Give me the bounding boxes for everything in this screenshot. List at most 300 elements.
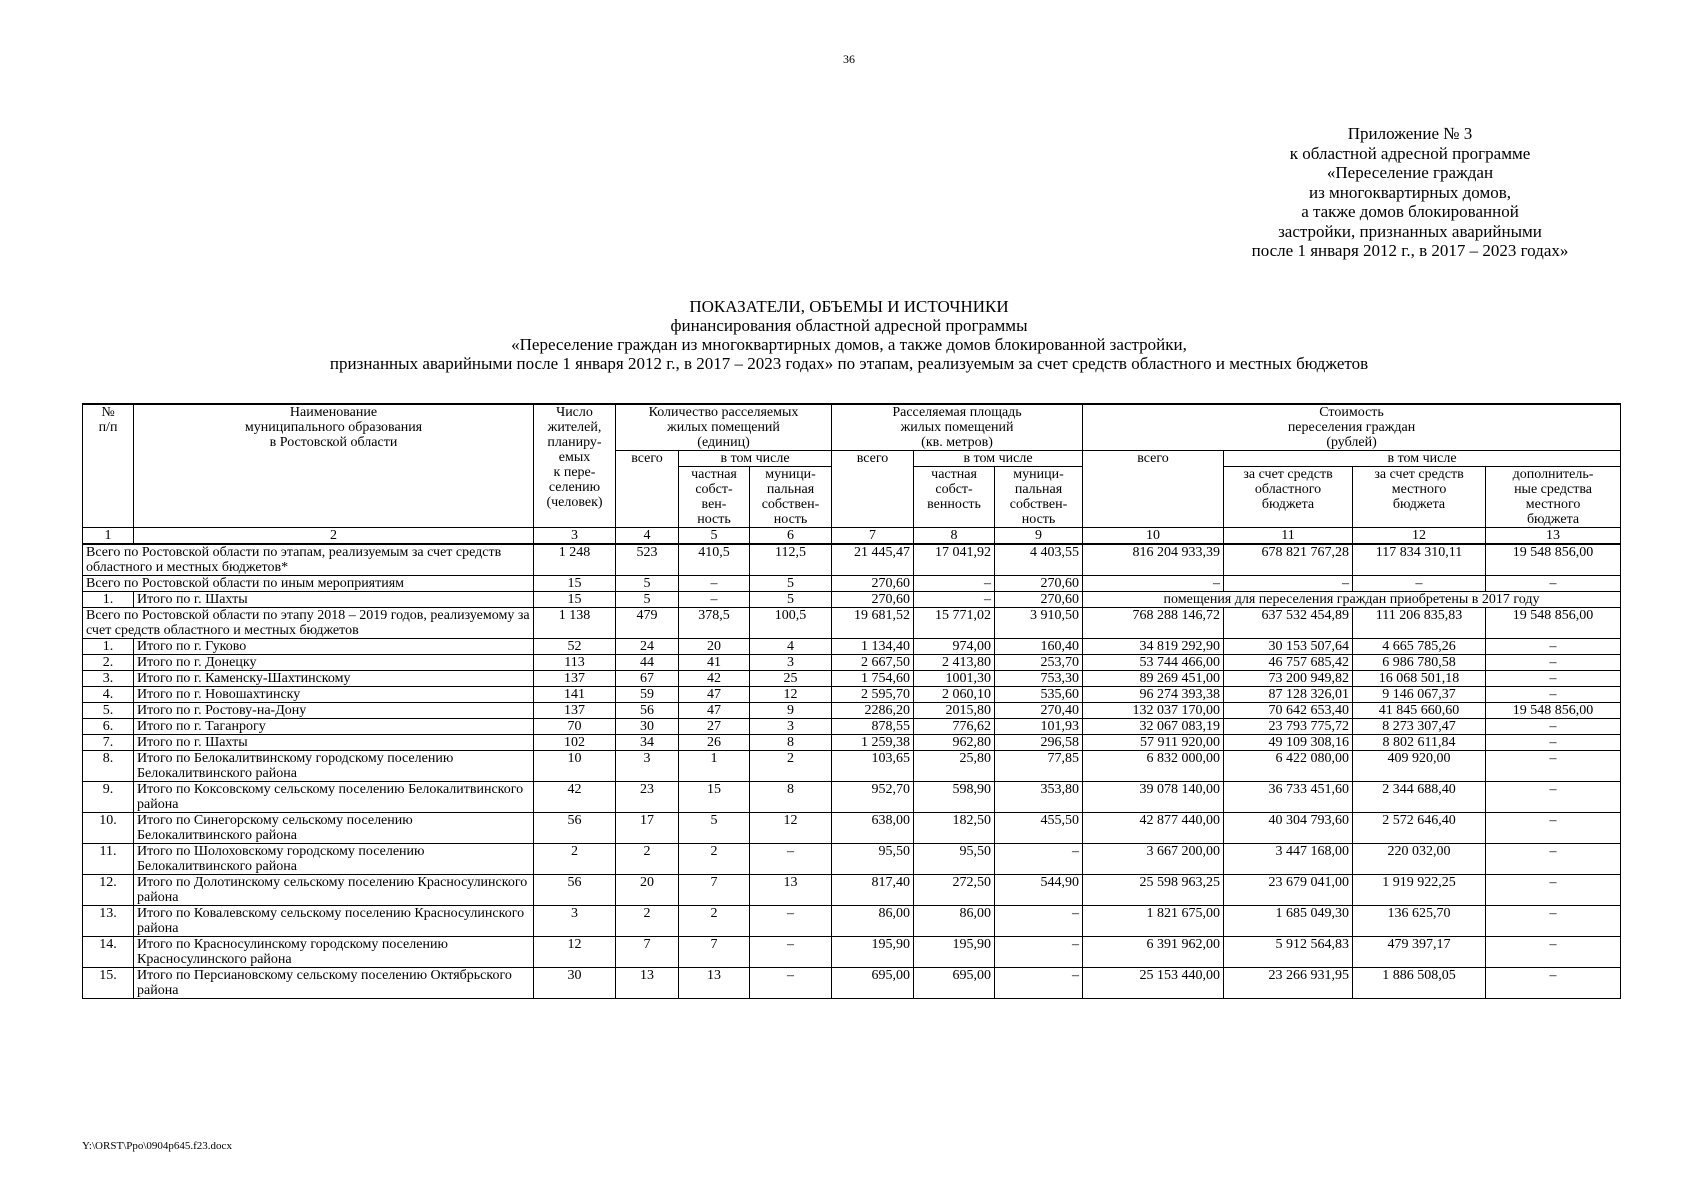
table-row (83, 639, 1621, 655)
row-value: 42 (679, 671, 750, 687)
column-number: 10 (1083, 528, 1224, 545)
row-name: Итого по г. Донецку (134, 655, 534, 671)
row-value: 8 273 307,47 (1353, 719, 1486, 735)
row-value: 103,65 (832, 751, 914, 782)
row-value: 2 (616, 844, 679, 875)
header-units-municipal: муници- пальная собствен- ность (750, 467, 832, 528)
header-area-municipal: муници- пальная собствен- ность (995, 467, 1083, 528)
row-value: 5 912 564,83 (1224, 937, 1353, 968)
column-number: 6 (750, 528, 832, 545)
row-value: 2 (679, 844, 750, 875)
row-value: 2 667,50 (832, 655, 914, 671)
appendix-header (1180, 124, 1640, 261)
header-cost-local: за счет средств местного бюджета (1353, 467, 1486, 528)
row-value: 638,00 (832, 813, 914, 844)
table-row (83, 937, 1621, 968)
row-value: 25 598 963,25 (1083, 875, 1224, 906)
row-value: 695,00 (832, 968, 914, 999)
row-number: 14. (83, 937, 134, 968)
row-value: 30 (616, 719, 679, 735)
row-value: 2 595,70 (832, 687, 914, 703)
row-value: 70 (534, 719, 616, 735)
row-value: 1 248 (534, 544, 616, 576)
row-value: 15 (679, 782, 750, 813)
row-value: 6 832 000,00 (1083, 751, 1224, 782)
financing-table (82, 403, 1621, 999)
column-number: 12 (1353, 528, 1486, 545)
row-value: – (1486, 639, 1621, 655)
row-value: 57 911 920,00 (1083, 735, 1224, 751)
row-value: 113 (534, 655, 616, 671)
row-value: 5 (616, 576, 679, 592)
header-cost-incl: в том числе (1224, 451, 1621, 467)
row-value: – (995, 937, 1083, 968)
row-value: 47 (679, 687, 750, 703)
row-value: 878,55 (832, 719, 914, 735)
header-num: № п/п (83, 404, 134, 528)
row-value: 47 (679, 703, 750, 719)
row-value: 16 068 501,18 (1353, 671, 1486, 687)
row-value: 23 679 041,00 (1224, 875, 1353, 906)
row-value: 87 128 326,01 (1224, 687, 1353, 703)
row-value: 195,90 (832, 937, 914, 968)
row-value: 15 771,02 (914, 608, 995, 639)
row-value: 96 274 393,38 (1083, 687, 1224, 703)
row-value: 952,70 (832, 782, 914, 813)
row-value: – (995, 968, 1083, 999)
row-value: 962,80 (914, 735, 995, 751)
appendix-line: к областной адресной программе (1289, 143, 1531, 163)
row-value: 816 204 933,39 (1083, 544, 1224, 576)
row-value: 53 744 466,00 (1083, 655, 1224, 671)
row-name: Итого по г. Каменску-Шахтинскому (134, 671, 534, 687)
header-residents: Число жителей, планиру- емых к пере- селению (человек) (534, 404, 616, 528)
appendix-line: Приложение № 3 (1347, 124, 1473, 143)
row-value: 23 793 775,72 (1224, 719, 1353, 735)
row-value: 1 919 922,25 (1353, 875, 1486, 906)
row-value: 1 (679, 751, 750, 782)
row-value: 42 (534, 782, 616, 813)
row-value: 46 757 685,42 (1224, 655, 1353, 671)
row-value: – (1486, 968, 1621, 999)
row-value: 136 625,70 (1353, 906, 1486, 937)
row-value: – (1486, 687, 1621, 703)
row-value: – (1486, 751, 1621, 782)
row-value: 86,00 (832, 906, 914, 937)
row-value: 59 (616, 687, 679, 703)
row-value: 455,50 (995, 813, 1083, 844)
row-value: 20 (679, 639, 750, 655)
row-value: 479 397,17 (1353, 937, 1486, 968)
header-cost-extra: дополнитель- ные средства местного бюджета (1486, 467, 1621, 528)
row-value: 2 (679, 906, 750, 937)
row-value: – (679, 576, 750, 592)
row-value: 56 (534, 813, 616, 844)
column-number: 7 (832, 528, 914, 545)
row-value: 270,60 (995, 576, 1083, 592)
row-value: 1 886 508,05 (1353, 968, 1486, 999)
row-value: 34 819 292,90 (1083, 639, 1224, 655)
row-value: 2 344 688,40 (1353, 782, 1486, 813)
row-value: 44 (616, 655, 679, 671)
row-number: 15. (83, 968, 134, 999)
header-units-private: частная собст- вен- ность (679, 467, 750, 528)
row-value: 378,5 (679, 608, 750, 639)
row-value: 12 (750, 687, 832, 703)
row-value: 95,50 (914, 844, 995, 875)
row-name: Итого по Ковалевскому сельскому поселению Красносулинского района (134, 906, 534, 937)
row-value: 67 (616, 671, 679, 687)
row-value: 1 754,60 (832, 671, 914, 687)
row-value: 1 138 (534, 608, 616, 639)
column-number: 9 (995, 528, 1083, 545)
row-value: 6 391 962,00 (1083, 937, 1224, 968)
row-number: 8. (83, 751, 134, 782)
row-value: 30 153 507,64 (1224, 639, 1353, 655)
row-value: 2 (750, 751, 832, 782)
table-row (83, 844, 1621, 875)
row-value: 132 037 170,00 (1083, 703, 1224, 719)
document-title (0, 297, 1698, 373)
row-name: Итого по Персиановскому сельскому поселению Октябрьского района (134, 968, 534, 999)
row-value: – (995, 906, 1083, 937)
row-number: 6. (83, 719, 134, 735)
row-value: 100,5 (750, 608, 832, 639)
row-value: – (1486, 844, 1621, 875)
row-value: 296,58 (995, 735, 1083, 751)
header-area-private: частная собст- венность (914, 467, 995, 528)
row-value: 112,5 (750, 544, 832, 576)
row-value: – (1083, 576, 1224, 592)
row-value: 4 403,55 (995, 544, 1083, 576)
row-name: Итого по Белокалитвинскому городскому поселению Белокалитвинского района (134, 751, 534, 782)
row-value: 41 (679, 655, 750, 671)
table-row (83, 782, 1621, 813)
header-name: Наименование муниципального образования в Ростовской области (134, 404, 534, 528)
row-name: Итого по Долотинскому сельскому поселению Красносулинского района (134, 875, 534, 906)
row-value: 56 (616, 703, 679, 719)
table-row (83, 875, 1621, 906)
appendix-line: «Переселение граждан (1326, 163, 1494, 182)
row-value: – (1486, 719, 1621, 735)
row-value: 13 (679, 968, 750, 999)
row-value: 974,00 (914, 639, 995, 655)
row-value: 36 733 451,60 (1224, 782, 1353, 813)
row-note: помещения для переселения граждан приобретены в 2017 году (1083, 592, 1621, 608)
row-value: 6 422 080,00 (1224, 751, 1353, 782)
row-name: Итого по г. Гуково (134, 639, 534, 655)
row-value: 25 (750, 671, 832, 687)
row-value: 182,50 (914, 813, 995, 844)
row-value: – (1486, 875, 1621, 906)
row-value: 678 821 767,28 (1224, 544, 1353, 576)
row-value: 3 447 168,00 (1224, 844, 1353, 875)
row-value: 49 109 308,16 (1224, 735, 1353, 751)
row-value: 21 445,47 (832, 544, 914, 576)
row-value: 52 (534, 639, 616, 655)
title-line: «Переселение граждан из многоквартирных домов, а также домов блокированной застройки, (511, 335, 1187, 354)
row-value: 4 665 785,26 (1353, 639, 1486, 655)
row-value: 544,90 (995, 875, 1083, 906)
row-value: 12 (534, 937, 616, 968)
table-row (83, 608, 1621, 639)
header-units: Количество расселяемых жилых помещений (единиц) (616, 404, 832, 451)
table-row (83, 719, 1621, 735)
row-value: 2 572 646,40 (1353, 813, 1486, 844)
table-row (83, 813, 1621, 844)
row-value: 5 (750, 576, 832, 592)
row-value: 7 (679, 875, 750, 906)
row-value: 17 (616, 813, 679, 844)
header-area: Расселяемая площадь жилых помещений (кв. метров) (832, 404, 1083, 451)
row-value: 253,70 (995, 655, 1083, 671)
row-value: 19 548 856,00 (1486, 703, 1621, 719)
row-value: 30 (534, 968, 616, 999)
row-name: Итого по г. Ростову-на-Дону (134, 703, 534, 719)
row-name: Итого по Шолоховскому городскому поселению Белокалитвинского района (134, 844, 534, 875)
row-number: 7. (83, 735, 134, 751)
row-value: 77,85 (995, 751, 1083, 782)
row-value: 353,80 (995, 782, 1083, 813)
row-value: 27 (679, 719, 750, 735)
row-value: – (1486, 576, 1621, 592)
title-line: финансирования областной адресной программы (670, 316, 1028, 335)
row-value: 23 266 931,95 (1224, 968, 1353, 999)
row-value: 137 (534, 703, 616, 719)
row-value: 409 920,00 (1353, 751, 1486, 782)
table-row (83, 655, 1621, 671)
row-value: 3 910,50 (995, 608, 1083, 639)
row-value: 5 (616, 592, 679, 608)
row-value: – (1486, 906, 1621, 937)
row-value: 41 845 660,60 (1353, 703, 1486, 719)
row-value: 86,00 (914, 906, 995, 937)
row-number: 3. (83, 671, 134, 687)
table-row (83, 906, 1621, 937)
row-value: 15 (534, 592, 616, 608)
row-value: 2015,80 (914, 703, 995, 719)
row-value: – (750, 968, 832, 999)
row-value: 2 (534, 844, 616, 875)
row-number: 10. (83, 813, 134, 844)
row-value: – (750, 937, 832, 968)
row-value: 3 (750, 655, 832, 671)
row-value: 19 681,52 (832, 608, 914, 639)
row-value: 73 200 949,82 (1224, 671, 1353, 687)
row-value: 1 685 049,30 (1224, 906, 1353, 937)
row-value: 137 (534, 671, 616, 687)
row-value: 10 (534, 751, 616, 782)
table-row (83, 751, 1621, 782)
header-area-total: всего (832, 451, 914, 528)
table-row (83, 703, 1621, 719)
row-value: 19 548 856,00 (1486, 608, 1621, 639)
row-name: Итого по г. Новошахтинску (134, 687, 534, 703)
row-value: – (914, 592, 995, 608)
row-value: 26 (679, 735, 750, 751)
row-value: 12 (750, 813, 832, 844)
row-value: 24 (616, 639, 679, 655)
column-number: 1 (83, 528, 134, 545)
row-value: 195,90 (914, 937, 995, 968)
header-units-total: всего (616, 451, 679, 528)
row-value: 753,30 (995, 671, 1083, 687)
row-value: 102 (534, 735, 616, 751)
row-value: 637 532 454,89 (1224, 608, 1353, 639)
row-number: 2. (83, 655, 134, 671)
row-value: 25 153 440,00 (1083, 968, 1224, 999)
row-value: 6 986 780,58 (1353, 655, 1486, 671)
header-units-incl: в том числе (679, 451, 832, 467)
row-value: 695,00 (914, 968, 995, 999)
row-value: 111 206 835,83 (1353, 608, 1486, 639)
row-value: 817,40 (832, 875, 914, 906)
row-value: – (995, 844, 1083, 875)
table-row (83, 735, 1621, 751)
row-value: 1001,30 (914, 671, 995, 687)
row-number: 5. (83, 703, 134, 719)
row-value: – (1224, 576, 1353, 592)
appendix-line: после 1 января 2012 г., в 2017 – 2023 годах» (1251, 241, 1569, 260)
row-number: 4. (83, 687, 134, 703)
row-value: 70 642 653,40 (1224, 703, 1353, 719)
row-name: Итого по г. Шахты (134, 592, 534, 608)
header-cost: Стоимость переселения граждан (рублей) (1083, 404, 1621, 451)
column-number: 8 (914, 528, 995, 545)
row-value: – (1486, 655, 1621, 671)
table-row (83, 671, 1621, 687)
row-value: 42 877 440,00 (1083, 813, 1224, 844)
row-name: Итого по г. Шахты (134, 735, 534, 751)
row-value: 8 (750, 782, 832, 813)
row-value: – (1486, 782, 1621, 813)
table-row (83, 576, 1621, 592)
table-body (83, 544, 1621, 999)
row-value: 3 667 200,00 (1083, 844, 1224, 875)
appendix-line: застройки, признанных аварийными (1278, 221, 1542, 241)
row-value: 270,60 (995, 592, 1083, 608)
row-value: 1 259,38 (832, 735, 914, 751)
row-value: – (1486, 671, 1621, 687)
row-value: – (914, 576, 995, 592)
row-value: 220 032,00 (1353, 844, 1486, 875)
row-value: – (750, 906, 832, 937)
row-value: – (1486, 735, 1621, 751)
row-name: Итого по Красносулинскому городскому поселению Красносулинского района (134, 937, 534, 968)
table-row (83, 687, 1621, 703)
row-value: – (679, 592, 750, 608)
row-value: 768 288 146,72 (1083, 608, 1224, 639)
row-value: 13 (616, 968, 679, 999)
row-value: 479 (616, 608, 679, 639)
row-name: Всего по Ростовской области по этапам, реализуемым за счет средств областного и местных бюджетов* (83, 544, 534, 576)
row-number: 13. (83, 906, 134, 937)
table-row (83, 968, 1621, 999)
row-value: 56 (534, 875, 616, 906)
row-value: 8 802 611,84 (1353, 735, 1486, 751)
footer-file-path: Y:\ORST\Ppo\0904p645.f23.docx (82, 1140, 232, 1152)
row-value: 4 (750, 639, 832, 655)
row-value: 270,60 (832, 592, 914, 608)
row-value: – (750, 844, 832, 875)
column-number: 13 (1486, 528, 1621, 545)
row-value: 7 (679, 937, 750, 968)
column-number: 3 (534, 528, 616, 545)
row-value: 34 (616, 735, 679, 751)
row-value: 23 (616, 782, 679, 813)
row-number: 1. (83, 639, 134, 655)
title-line: признанных аварийными после 1 января 2012 г., в 2017 – 2023 годах» по этапам, реализуемым за счет средств областного и местных бюджетов (329, 354, 1369, 373)
column-number: 2 (134, 528, 534, 545)
row-value: 1 134,40 (832, 639, 914, 655)
row-value: 117 834 310,11 (1353, 544, 1486, 576)
row-value: 2 (616, 906, 679, 937)
row-value: 95,50 (832, 844, 914, 875)
row-value: 7 (616, 937, 679, 968)
row-number: 11. (83, 844, 134, 875)
row-value: 17 041,92 (914, 544, 995, 576)
row-value: – (1486, 813, 1621, 844)
appendix-line: а также домов блокированной (1301, 202, 1519, 221)
row-value: 535,60 (995, 687, 1083, 703)
row-name: Итого по г. Таганрогу (134, 719, 534, 735)
row-name: Итого по Коксовскому сельскому поселению Белокалитвинского района (134, 782, 534, 813)
row-value: 40 304 793,60 (1224, 813, 1353, 844)
title-line: ПОКАЗАТЕЛИ, ОБЪЕМЫ И ИСТОЧНИКИ (689, 297, 1009, 316)
header-area-incl: в том числе (914, 451, 1083, 467)
header-cost-regional: за счет средств областного бюджета (1224, 467, 1353, 528)
row-value: 25,80 (914, 751, 995, 782)
row-value: 776,62 (914, 719, 995, 735)
row-value: 270,60 (832, 576, 914, 592)
column-number: 11 (1224, 528, 1353, 545)
row-value: 20 (616, 875, 679, 906)
column-number: 5 (679, 528, 750, 545)
row-value: 3 (616, 751, 679, 782)
row-value: 5 (750, 592, 832, 608)
table-row (83, 544, 1621, 576)
appendix-line: из многоквартирных домов, (1308, 182, 1511, 202)
row-value: 39 078 140,00 (1083, 782, 1224, 813)
row-value: 1 821 675,00 (1083, 906, 1224, 937)
row-value: 19 548 856,00 (1486, 544, 1621, 576)
column-numbers-row (83, 528, 1621, 545)
row-value: 523 (616, 544, 679, 576)
row-value: 410,5 (679, 544, 750, 576)
row-value: – (1486, 937, 1621, 968)
row-value: 3 (534, 906, 616, 937)
row-value: 9 (750, 703, 832, 719)
row-value: 141 (534, 687, 616, 703)
page-number: 36 (843, 52, 855, 66)
row-value: 270,40 (995, 703, 1083, 719)
row-value: 13 (750, 875, 832, 906)
column-number: 4 (616, 528, 679, 545)
row-value: 9 146 067,37 (1353, 687, 1486, 703)
row-value: – (1353, 576, 1486, 592)
row-value: 2 413,80 (914, 655, 995, 671)
row-value: 2 060,10 (914, 687, 995, 703)
row-number: 1. (83, 592, 134, 608)
row-value: 89 269 451,00 (1083, 671, 1224, 687)
row-value: 3 (750, 719, 832, 735)
row-value: 32 067 083,19 (1083, 719, 1224, 735)
row-value: 15 (534, 576, 616, 592)
row-value: 101,93 (995, 719, 1083, 735)
row-value: 5 (679, 813, 750, 844)
row-name: Всего по Ростовской области по этапу 2018 – 2019 годов, реализуемому за счет средств областного и местных бюджетов (83, 608, 534, 639)
row-name: Итого по Синегорскому сельскому поселению Белокалитвинского района (134, 813, 534, 844)
